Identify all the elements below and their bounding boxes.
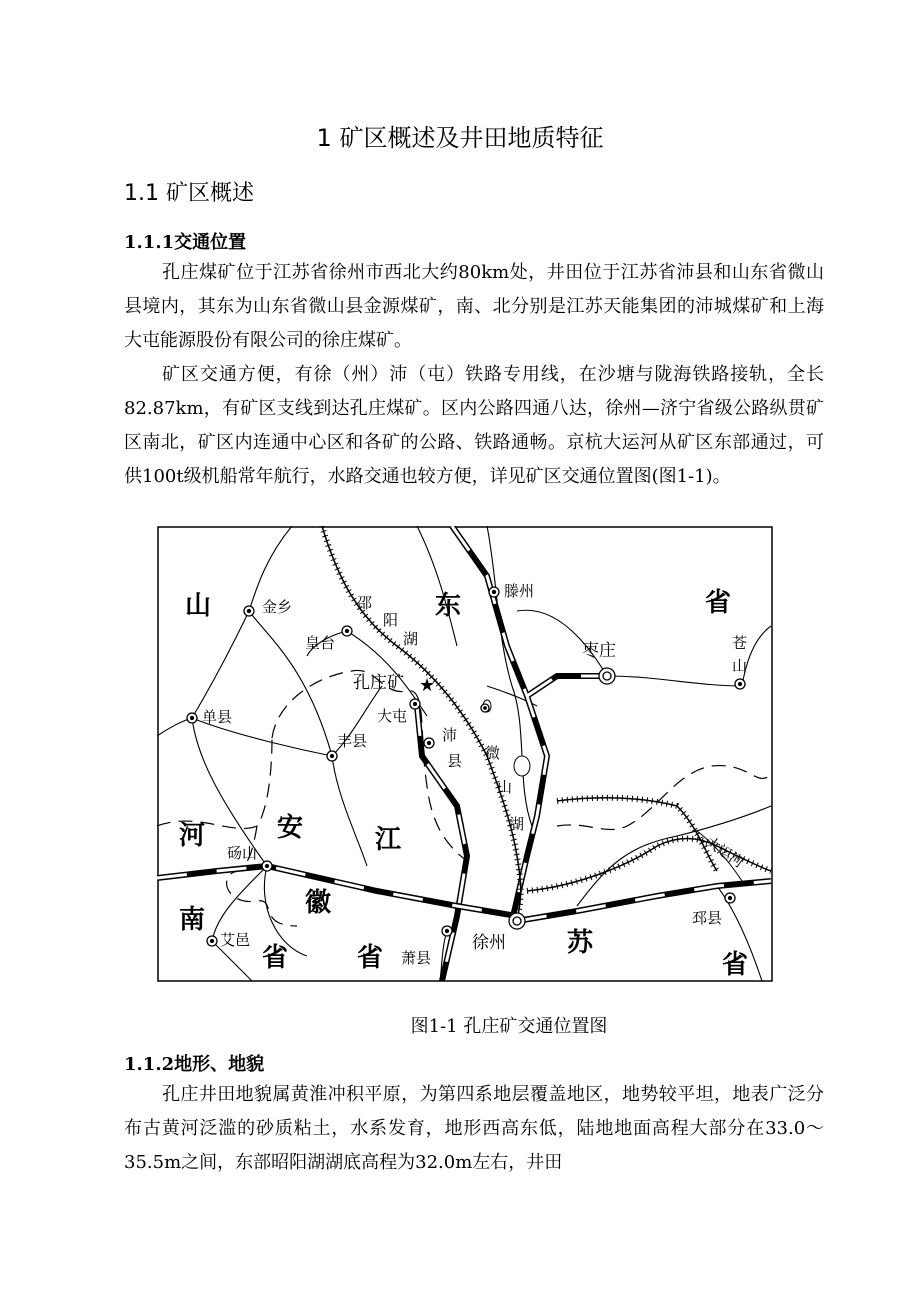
- map-label: 沛: [442, 726, 458, 744]
- paragraph: 孔庄煤矿位于江苏省徐州市西北大约80km处，井田位于江苏省沛县和山东省微山县境内，其东为山东省微山县金源煤矿，南、北分别是江苏天能集团的沛城煤矿和上海大屯能源股份有限公司的徐庄煤矿。: [124, 262, 824, 351]
- map-label: 徐州: [472, 933, 506, 953]
- map-label: 阳: [383, 611, 399, 629]
- map-label: 南: [179, 905, 206, 935]
- paragraph-block-1: [124, 256, 824, 494]
- map-frame: [158, 527, 772, 981]
- traffic-location-map: [157, 526, 773, 982]
- map-label: 大运河: [702, 834, 747, 872]
- figure-caption: 图1-1 孔庄矿交通位置图: [410, 1016, 608, 1037]
- map-label: 苍: [732, 634, 748, 652]
- map-label: 金乡: [262, 598, 293, 616]
- map-label: 苏: [567, 928, 594, 958]
- map-label: 邵: [357, 594, 373, 612]
- map-label: 皇台: [305, 634, 336, 652]
- map-label: 邳县: [692, 909, 723, 927]
- map-label: 微: [485, 744, 501, 762]
- map-label: 省: [262, 943, 289, 973]
- map-label: 湖: [403, 630, 419, 648]
- map-label: 省: [705, 588, 732, 618]
- map-label: 山: [732, 657, 748, 675]
- paragraph: 孔庄井田地貌属黄淮冲积平原，为第四系地层覆盖地区，地势较平坦，地表广泛分布古黄河泛滥的砂质粘土，水系发育，地形西高东低，陆地地面高程大部分在33.0～35.5m之间，东部昭阳湖湖底高程为32.0m左右，井田: [124, 1084, 824, 1173]
- subsection-heading-terrain: 1.1.2地形、地貌: [124, 1054, 265, 1075]
- map-label: 山: [497, 778, 513, 796]
- paragraph: 矿区交通方便，有徐（州）沛（屯）铁路专用线，在沙塘与陇海铁路接轨，全长82.87km，有矿区支线到达孔庄煤矿。区内公路四通八达，徐州—济宁省级公路纵贯矿区南北，矿区内连通中心区和各矿的公路、铁路通畅。京杭大运河从矿区东部通过，可供100t级机船常年航行，水路交通也较方便，详见矿区交通位置图(图1-1)。: [124, 364, 824, 487]
- map-label: 单县: [202, 708, 233, 726]
- map-label: 砀山: [227, 844, 258, 862]
- map-label: 东: [435, 591, 462, 621]
- map-label: 湖: [509, 815, 525, 833]
- map-label: 艾邑: [220, 931, 251, 949]
- map-label: 孔庄矿: [353, 673, 404, 693]
- map-label: 枣庄: [582, 641, 616, 661]
- map-label: 萧县: [401, 949, 432, 967]
- map-label: 丰县: [337, 732, 368, 750]
- subsection-heading-traffic: 1.1.1交通位置: [124, 232, 247, 253]
- map-label: 省: [357, 943, 384, 973]
- map-label: 江: [375, 825, 402, 855]
- mine-star-icon: ★: [419, 675, 436, 696]
- map-label: 山: [185, 591, 212, 621]
- map-label: 河: [179, 821, 206, 851]
- page-title: 1 矿区概述及井田地质特征: [316, 124, 604, 152]
- section-heading: 1.1 矿区概述: [124, 181, 254, 206]
- map-label: 大屯: [377, 707, 408, 725]
- map-label: 徽: [305, 888, 332, 918]
- map-label: 安: [277, 813, 304, 843]
- map-label: 县: [447, 752, 463, 770]
- paragraph-block-2: [124, 1078, 824, 1180]
- map-label: 滕州: [504, 582, 535, 600]
- map-label: 省: [722, 950, 749, 980]
